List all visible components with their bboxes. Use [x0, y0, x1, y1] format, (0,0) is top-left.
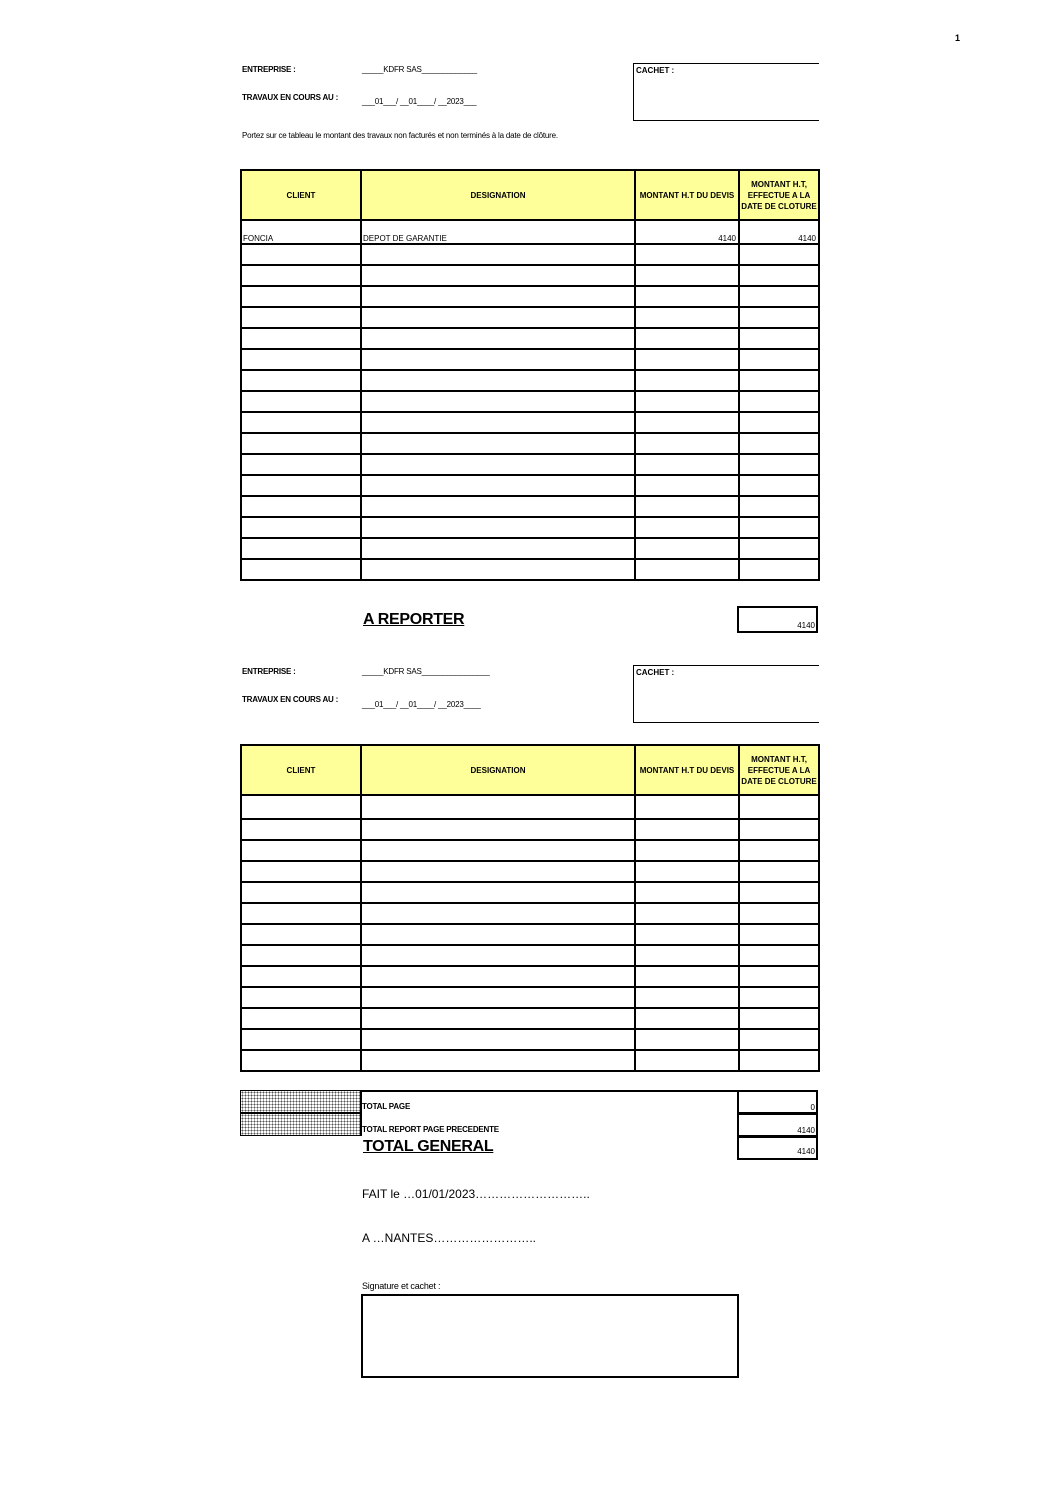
cell-client[interactable] [241, 903, 361, 924]
cell-designation[interactable] [361, 475, 635, 496]
cell-client[interactable] [241, 265, 361, 286]
table-row [241, 391, 819, 412]
cell-montant-devis[interactable] [635, 391, 739, 412]
cell-designation[interactable] [361, 349, 635, 370]
travaux-label: TRAVAUX EN COURS AU : [242, 93, 339, 102]
cell-montant-effectue[interactable] [739, 1050, 819, 1071]
cell-montant-devis[interactable] [635, 903, 739, 924]
cell-client[interactable] [241, 945, 361, 966]
table-row [241, 286, 819, 307]
table-row [241, 454, 819, 475]
cell-montant-effectue[interactable] [739, 559, 819, 580]
cell-client[interactable] [241, 861, 361, 882]
cell-montant-devis[interactable] [635, 1029, 739, 1050]
total-general-value: 4140 [737, 1136, 818, 1160]
cachet-label: CACHET : [636, 66, 675, 75]
cell-montant-devis[interactable] [635, 795, 739, 819]
cell-montant-effectue[interactable] [739, 945, 819, 966]
entreprise-value-2: _____KDFR SAS________________ [362, 667, 490, 676]
cell-client[interactable] [241, 987, 361, 1008]
table-row [241, 349, 819, 370]
cell-montant-effectue[interactable] [739, 861, 819, 882]
header-client: CLIENT [241, 745, 361, 795]
cell-montant-effectue[interactable] [739, 819, 819, 840]
cell-montant-effectue[interactable] [739, 966, 819, 987]
cell-client[interactable] [241, 244, 361, 265]
cell-montant-effectue[interactable] [739, 795, 819, 819]
table-row [241, 1008, 819, 1029]
cell-montant-devis[interactable]: 4140 [635, 220, 739, 244]
cell-montant-devis[interactable] [635, 412, 739, 433]
page-number: 1 [955, 33, 961, 43]
cell-montant-effectue[interactable] [739, 265, 819, 286]
cell-client[interactable] [241, 286, 361, 307]
cell-montant-devis[interactable] [635, 945, 739, 966]
cell-montant-devis[interactable] [635, 286, 739, 307]
cell-designation[interactable] [361, 1029, 635, 1050]
cell-designation[interactable]: DEPOT DE GARANTIE [361, 220, 635, 244]
cell-client[interactable] [241, 412, 361, 433]
table-row [241, 840, 819, 861]
signature-label: Signature et cachet : [362, 1281, 441, 1291]
table-row [241, 903, 819, 924]
cell-montant-devis[interactable] [635, 370, 739, 391]
cell-client[interactable] [241, 924, 361, 945]
cell-designation[interactable] [361, 286, 635, 307]
cell-montant-effectue[interactable] [739, 454, 819, 475]
cell-montant-devis[interactable] [635, 475, 739, 496]
cell-montant-effectue[interactable] [739, 433, 819, 454]
cell-montant-effectue[interactable] [739, 349, 819, 370]
cell-designation[interactable] [361, 328, 635, 349]
header-designation: DESIGNATION [361, 170, 635, 220]
travaux-label-2: TRAVAUX EN COURS AU : [242, 695, 339, 704]
cell-montant-devis[interactable] [635, 1008, 739, 1029]
cell-montant-effectue[interactable] [739, 370, 819, 391]
table-row [241, 795, 819, 819]
cell-designation[interactable] [361, 861, 635, 882]
entreprise-value: _____KDFR SAS_____________ [362, 65, 477, 74]
cell-client[interactable] [241, 840, 361, 861]
cell-designation[interactable] [361, 307, 635, 328]
cell-montant-effectue[interactable] [739, 475, 819, 496]
total-report-label: TOTAL REPORT PAGE PRECEDENTE [362, 1125, 499, 1134]
table-row [241, 945, 819, 966]
cachet-box [633, 63, 819, 121]
header-montant-devis: MONTANT H.T DU DEVIS [635, 745, 739, 795]
cell-client[interactable] [241, 454, 361, 475]
cell-montant-devis[interactable] [635, 966, 739, 987]
cell-montant-devis[interactable] [635, 1050, 739, 1071]
cell-montant-effectue[interactable] [739, 840, 819, 861]
cell-montant-devis[interactable] [635, 454, 739, 475]
cell-montant-effectue[interactable] [739, 328, 819, 349]
table-row [241, 265, 819, 286]
cell-designation[interactable] [361, 1008, 635, 1029]
cell-montant-devis[interactable] [635, 265, 739, 286]
cell-montant-effectue[interactable] [739, 1008, 819, 1029]
cell-montant-effectue[interactable] [739, 538, 819, 559]
entreprise-label-2: ENTREPRISE : [242, 667, 296, 676]
table-row [241, 220, 819, 244]
travaux-date: ___01___/ __01____/ __2023___ [362, 97, 477, 106]
cell-montant-devis[interactable] [635, 987, 739, 1008]
cell-client[interactable] [241, 328, 361, 349]
fait-le-text: FAIT le …01/01/2023……………………….. [362, 1187, 590, 1201]
table-header [241, 170, 819, 220]
cell-montant-devis[interactable] [635, 538, 739, 559]
cell-montant-effectue[interactable] [739, 391, 819, 412]
cell-client[interactable] [241, 538, 361, 559]
cell-designation[interactable] [361, 496, 635, 517]
cell-montant-devis[interactable] [635, 433, 739, 454]
a-reporter-label: A REPORTER [363, 611, 465, 628]
table-row [241, 328, 819, 349]
cell-montant-devis[interactable] [635, 307, 739, 328]
cell-designation[interactable] [361, 559, 635, 580]
cell-montant-effectue[interactable] [739, 987, 819, 1008]
table-row [241, 882, 819, 903]
cachet-box-2 [633, 665, 819, 723]
travaux-table-1 [240, 169, 820, 581]
cell-montant-devis[interactable] [635, 861, 739, 882]
cell-client[interactable] [241, 1029, 361, 1050]
header-montant-effectue: MONTANT H.T, EFFECTUE A LA DATE DE CLOTURE [739, 170, 819, 220]
cell-montant-devis[interactable] [635, 496, 739, 517]
cell-client[interactable] [241, 391, 361, 412]
table-row [241, 559, 819, 580]
cell-designation[interactable] [361, 265, 635, 286]
table-row [241, 370, 819, 391]
header-montant-effectue: MONTANT H.T, EFFECTUE A LA DATE DE CLOTURE [739, 745, 819, 795]
travaux-table-2 [240, 744, 820, 1072]
table-row [241, 1029, 819, 1050]
cell-designation[interactable] [361, 945, 635, 966]
cell-montant-effectue[interactable] [739, 286, 819, 307]
cell-designation[interactable] [361, 517, 635, 538]
cell-designation[interactable] [361, 244, 635, 265]
table-row [241, 987, 819, 1008]
cell-designation[interactable] [361, 370, 635, 391]
entreprise-label: ENTREPRISE : [242, 65, 296, 74]
cell-montant-devis[interactable] [635, 924, 739, 945]
table-row [241, 924, 819, 945]
table-row [241, 517, 819, 538]
table-row [241, 433, 819, 454]
cell-montant-effectue[interactable] [739, 412, 819, 433]
hatched-cell [240, 1113, 361, 1136]
cell-montant-effectue[interactable] [739, 1029, 819, 1050]
cell-client[interactable] [241, 517, 361, 538]
lieu-text: A …NANTES…………………….. [362, 1231, 537, 1245]
cell-client[interactable] [241, 433, 361, 454]
cell-designation[interactable] [361, 391, 635, 412]
hatched-cell [240, 1090, 361, 1113]
cell-montant-devis[interactable] [635, 328, 739, 349]
cell-designation[interactable] [361, 819, 635, 840]
cell-montant-devis[interactable] [635, 840, 739, 861]
cell-client[interactable] [241, 475, 361, 496]
cell-designation[interactable] [361, 987, 635, 1008]
cell-designation[interactable] [361, 882, 635, 903]
cell-client[interactable] [241, 882, 361, 903]
table-header [241, 745, 819, 795]
cell-client[interactable] [241, 349, 361, 370]
cell-designation[interactable] [361, 538, 635, 559]
cell-montant-effectue[interactable]: 4140 [739, 220, 819, 244]
table-row [241, 244, 819, 265]
cell-montant-devis[interactable] [635, 349, 739, 370]
cell-designation[interactable] [361, 840, 635, 861]
table-row [241, 538, 819, 559]
cell-client[interactable] [241, 370, 361, 391]
cachet-label-2: CACHET : [636, 668, 675, 677]
total-general-label: TOTAL GENERAL [363, 1138, 494, 1155]
cell-designation[interactable] [361, 966, 635, 987]
table-row [241, 307, 819, 328]
cell-montant-effectue[interactable] [739, 517, 819, 538]
cell-designation[interactable] [361, 1050, 635, 1071]
cell-client[interactable] [241, 795, 361, 819]
cell-montant-devis[interactable] [635, 517, 739, 538]
cell-montant-effectue[interactable] [739, 903, 819, 924]
a-reporter-value: 4140 [737, 606, 818, 633]
header-designation: DESIGNATION [361, 745, 635, 795]
cell-montant-devis[interactable] [635, 882, 739, 903]
signature-box[interactable] [361, 1294, 739, 1378]
cell-montant-effectue[interactable] [739, 924, 819, 945]
header-montant-devis: MONTANT H.T DU DEVIS [635, 170, 739, 220]
total-report-value: 4140 [737, 1113, 818, 1137]
cell-montant-effectue[interactable] [739, 307, 819, 328]
table-row [241, 861, 819, 882]
table-row [241, 966, 819, 987]
cell-designation[interactable] [361, 795, 635, 819]
cell-montant-effectue[interactable] [739, 882, 819, 903]
cell-client[interactable] [241, 496, 361, 517]
cell-designation[interactable] [361, 412, 635, 433]
cell-designation[interactable] [361, 433, 635, 454]
header-client: CLIENT [241, 170, 361, 220]
cell-designation[interactable] [361, 903, 635, 924]
cell-client[interactable] [241, 307, 361, 328]
cell-montant-effectue[interactable] [739, 496, 819, 517]
cell-client[interactable] [241, 559, 361, 580]
cell-designation[interactable] [361, 454, 635, 475]
table-row [241, 475, 819, 496]
table-row [241, 819, 819, 840]
cell-client[interactable] [241, 966, 361, 987]
cell-montant-devis[interactable] [635, 819, 739, 840]
cell-designation[interactable] [361, 924, 635, 945]
cell-client[interactable]: FONCIA [241, 220, 361, 244]
cell-client[interactable] [241, 1008, 361, 1029]
table-row [241, 496, 819, 517]
cell-montant-devis[interactable] [635, 559, 739, 580]
instruction-text: Portez sur ce tableau le montant des travaux non facturés et non terminés à la date de clôture. [242, 131, 558, 140]
total-page-value: 0 [737, 1090, 818, 1114]
table-row [241, 412, 819, 433]
cell-montant-effectue[interactable] [739, 244, 819, 265]
cell-client[interactable] [241, 1050, 361, 1071]
cell-montant-devis[interactable] [635, 244, 739, 265]
total-page-label: TOTAL PAGE [362, 1102, 411, 1111]
cell-client[interactable] [241, 819, 361, 840]
table-row [241, 1050, 819, 1071]
travaux-date-2: ___01___/ __01____/ __2023____ [362, 700, 481, 709]
